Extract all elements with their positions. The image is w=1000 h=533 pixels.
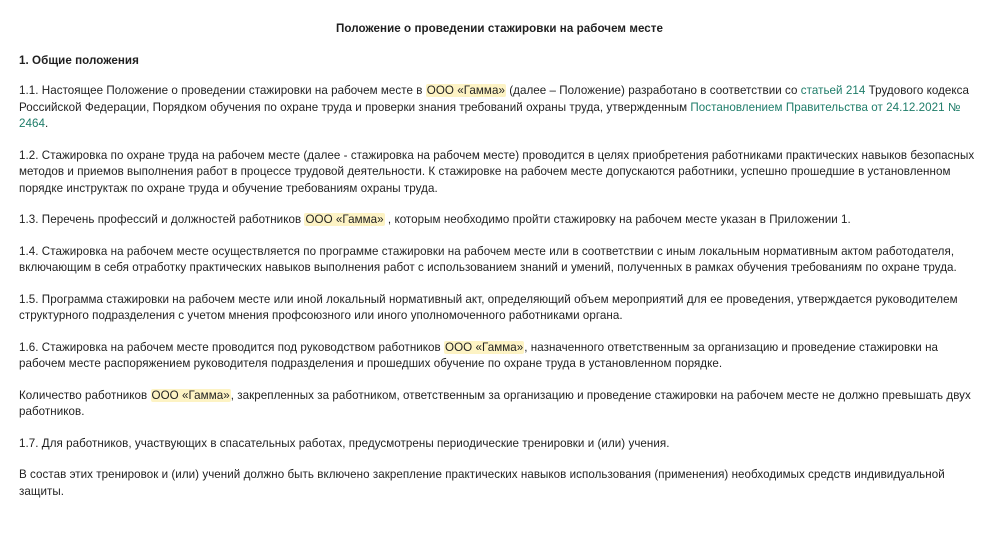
text: 1.6. Стажировка на рабочем месте проводится под руководством работников — [19, 340, 445, 354]
text: (далее – Положение) разработано в соответствии со — [505, 84, 801, 97]
org-highlight: ООО «Гамма» — [305, 213, 384, 226]
text: . — [45, 117, 49, 130]
text: 1.1. Настоящее Положение о проведении стажировки на рабочем месте в — [19, 84, 426, 97]
government-decree-link[interactable]: Постановлением Правительства от 24.12.2021 № 2464 — [19, 100, 961, 130]
text: , назначенного ответственным за организацию и проведение стажировки на рабочем месте распоряжением руководителя подразделения и прошедших обучение по охране труда в установленном порядке. — [19, 340, 939, 370]
text: , которым необходимо пройти стажировку на рабочем месте указан в Приложении 1. — [384, 213, 851, 226]
article-214-link[interactable]: статьей 214 — [800, 84, 866, 97]
paragraph-1-5: 1.5. Программа стажировки на рабочем месте или иной локальный нормативный акт, определяющий объем мероприятий для ее проведения, утверждается руководителем структурного подразделения с учетом мнения профсоюзного или иного уполномоченного работниками органа. — [19, 292, 958, 322]
paragraph-1-6 — [19, 340, 980, 373]
text: 1.3. Перечень профессий и должностей работников — [19, 213, 305, 226]
paragraph-1-4: 1.4. Стажировка на рабочем месте осуществляется по программе стажировки на рабочем месте или в соответствии с иным локальным нормативным актом работодателя, включающим в себя отработку практических навыков выполнения работ с использованием знаний и умений, полученных в рамках обучения требованиям по охране труда. — [19, 244, 957, 274]
paragraph-ppe-training: В состав этих тренировок и (или) учений должно быть включено закрепление практических навыков использования (применения) необходимых средств индивидуальной защиты. — [19, 468, 945, 498]
section-heading: 1. Общие положения — [19, 54, 139, 67]
org-highlight: ООО «Гамма» — [445, 340, 524, 354]
paragraph-1-1 — [19, 83, 980, 133]
paragraph-worker-count — [19, 388, 980, 421]
text: , закрепленных за работником, ответственным за организацию и проведение стажировки на рабочем месте не должно превышать двух работников. — [19, 388, 971, 418]
paragraph-1-3 — [19, 212, 980, 229]
text: Трудового кодекса Российской Федерации, Порядком обучения по охране труда и проверки знания требований охраны труда, утвержденным — [19, 84, 970, 114]
paragraph-1-2: 1.2. Стажировка по охране труда на рабочем месте (далее - стажировка на рабочем месте) проводится в целях приобретения работниками практических навыков безопасных методов и приемов выполнения работ в процессе трудовой деятельности. К стажировке на рабочем месте допускаются работники, успешно прошедшие в установленном порядке инструктаж по охране труда и обучение требованиям охраны труда. — [19, 148, 975, 195]
paragraph-1-7: 1.7. Для работников, участвующих в спасательных работах, предусмотрены периодические тренировки и (или) учения. — [19, 436, 670, 450]
text: Количество работников — [19, 388, 151, 402]
org-highlight: ООО «Гамма» — [151, 388, 230, 402]
document-title: Положение о проведении стажировки на рабочем месте — [335, 22, 664, 35]
org-highlight: ООО «Гамма» — [426, 84, 505, 97]
